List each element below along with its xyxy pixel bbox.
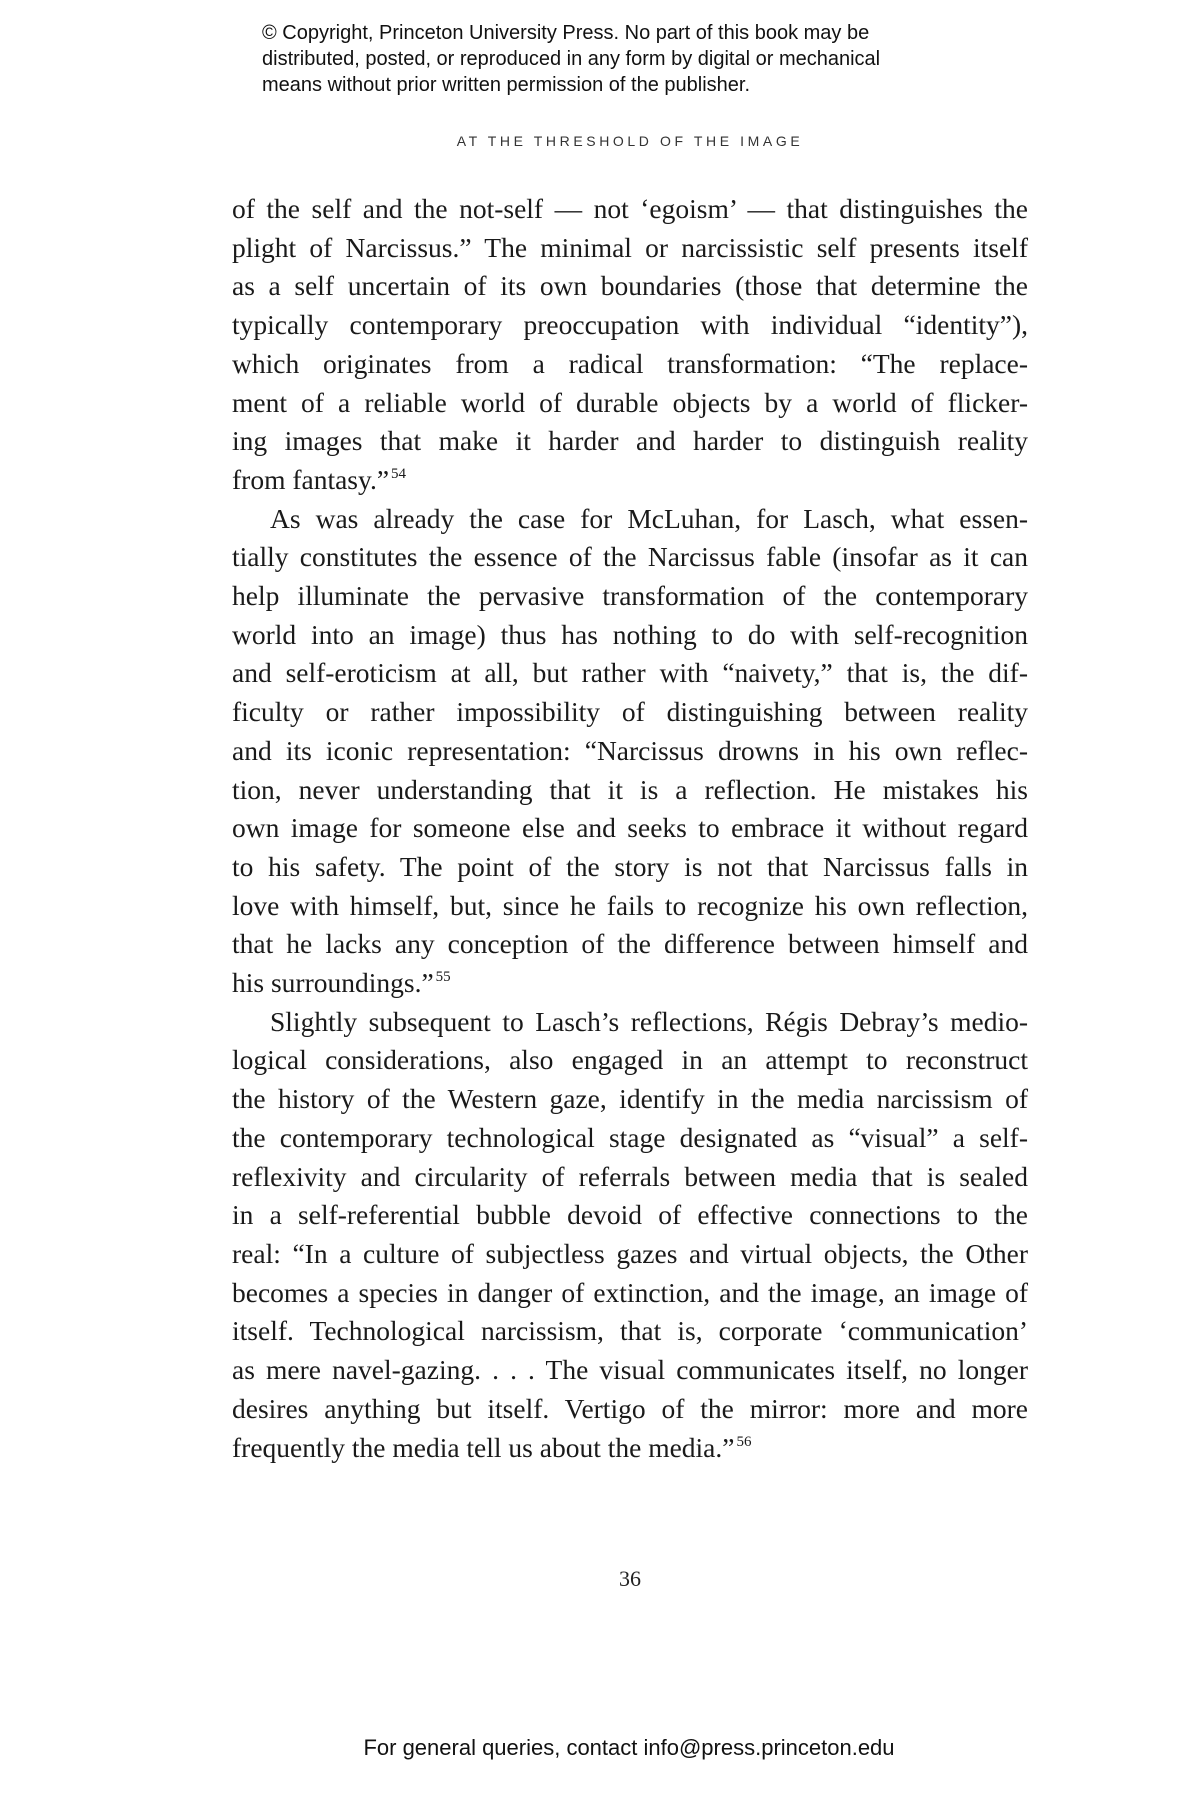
copyright-line: means without prior written permission of the publisher. (262, 74, 751, 96)
text-line: of the self and the not-self — not ‘egoism’ — that distinguishes the (232, 193, 1028, 224)
text-line: the contemporary technological stage designated as “visual” a self- (232, 1121, 1028, 1153)
text-line (232, 964, 1028, 1003)
text-line: and its iconic representation: “Narcissus drowns in his own reflec- (232, 734, 1028, 766)
text-line: as mere navel-gazing. . . . The visual communicates itself, no longer (232, 1354, 1028, 1386)
copyright-notice (262, 20, 982, 98)
text-line: tion, never understanding that it is a reflection. He mistakes his (232, 773, 1028, 805)
footnote-ref: 56 (736, 1433, 752, 1450)
footnote-ref: 55 (435, 969, 451, 986)
text-line: ficulty or rather impossibility of distinguishing between reality (232, 696, 1028, 728)
text-line: to his safety. The point of the story is not that Narcissus falls in (232, 850, 1028, 882)
text-line: becomes a species in danger of extinction, and the image, an image of (232, 1276, 1028, 1308)
text-line: that he lacks any conception of the difference between himself and (232, 928, 1028, 960)
copyright-line: distributed, posted, or reproduced in any form by digital or mechanical (262, 48, 881, 70)
text-line: the history of the Western gaze, identify in the media narcissism of (232, 1083, 1028, 1115)
footnote-ref: 54 (391, 465, 407, 482)
text-line: itself. Technological narcissism, that is, corporate ‘communication’ (232, 1315, 1028, 1347)
text-line: plight of Narcissus.” The minimal or narcissistic self presents itself (232, 231, 1028, 263)
text-line: tially constitutes the essence of the Narcissus fable (insofar as it can (232, 541, 1028, 573)
text-line-content: frequently the media tell us about the media.” (232, 1431, 735, 1463)
running-head: AT THE THRESHOLD OF THE IMAGE (456, 133, 804, 149)
footer-contact: For general queries, contact info@press.princeton.edu (363, 1735, 895, 1760)
text-line-content: from fantasy.” (232, 463, 390, 495)
text-line: As was already the case for McLuhan, for Lasch, what essen- (270, 502, 1028, 534)
text-line: which originates from a radical transformation: “The replace- (232, 347, 1028, 379)
text-line: in a self-referential bubble devoid of effective connections to the (232, 1199, 1028, 1231)
copyright-line: © Copyright, Princeton University Press. No part of this book may be (262, 22, 870, 44)
page-number: 36 (619, 1566, 641, 1591)
text-line: own image for someone else and seeks to embrace it without regard (232, 812, 1028, 844)
text-line: love with himself, but, since he fails to recognize his own reflection, (232, 889, 1028, 921)
text-line: Slightly subsequent to Lasch’s reflections, Régis Debray’s medio- (270, 1005, 1028, 1037)
text-line: ing images that make it harder and harder to distinguish reality (232, 425, 1028, 457)
text-line-content: his surroundings.” (232, 967, 434, 999)
text-line: desires anything but itself. Vertigo of the mirror: more and more (232, 1392, 1028, 1424)
text-line (232, 1429, 1028, 1468)
text-line: ment of a reliable world of durable objects by a world of flicker- (232, 386, 1028, 418)
text-line: and self-eroticism at all, but rather with “naivety,” that is, the dif- (232, 657, 1028, 689)
text-line: world into an image) thus has nothing to do with self-recognition (232, 618, 1028, 650)
text-line: logical considerations, also engaged in an attempt to reconstruct (232, 1044, 1028, 1076)
text-line: typically contemporary preoccupation with individual “identity”), (232, 309, 1028, 341)
text-line (232, 461, 1028, 500)
text-line: as a self uncertain of its own boundaries (those that determine the (232, 270, 1028, 302)
text-line: real: “In a culture of subjectless gazes and virtual objects, the Other (232, 1237, 1028, 1269)
text-line: help illuminate the pervasive transformation of the contemporary (232, 580, 1028, 612)
body-text (232, 190, 1028, 1467)
text-line: reflexivity and circularity of referrals between media that is sealed (232, 1160, 1028, 1192)
